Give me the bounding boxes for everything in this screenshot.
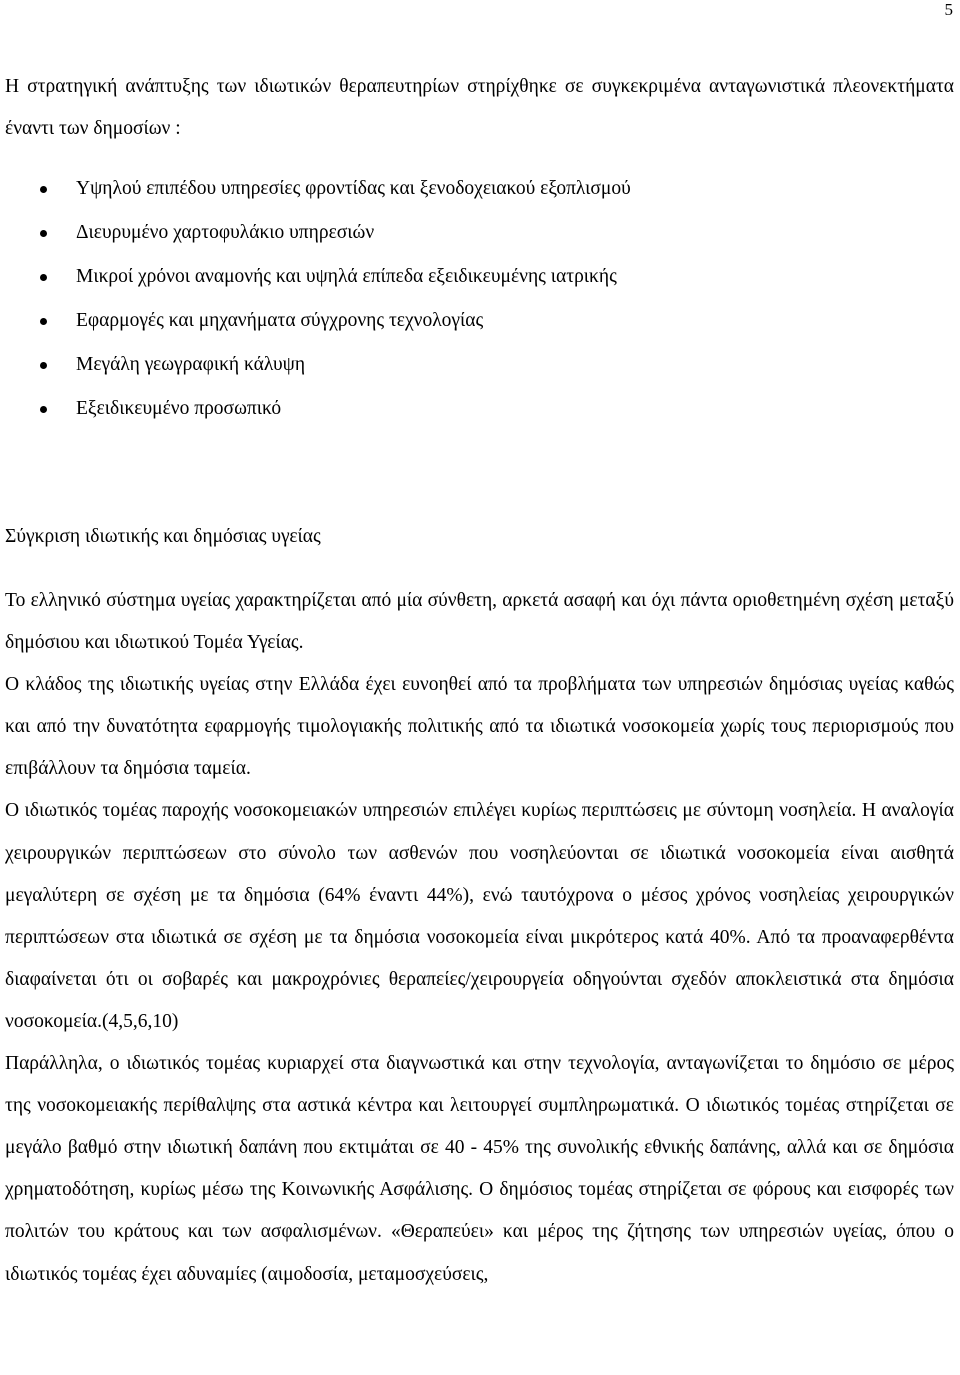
bullet-icon (40, 362, 47, 369)
bullet-icon (40, 318, 47, 325)
list-item (0, 259, 960, 303)
list-item-text: Μεγάλη γεωγραφική κάλυψη (76, 354, 306, 375)
page-number: 5 (944, 0, 953, 19)
list-item (0, 215, 960, 259)
bullet-icon (40, 274, 47, 281)
list-item (0, 171, 960, 215)
paragraph: Ο ιδιωτικός τομέας παροχής νοσοκομειακών υπηρεσιών επιλέγει κυρίως περιπτώσεις με σύντομη νοσηλεία. Η αναλογία χειρουργικών περιπτώσεων στο σύνολο των ασθενών που νοσηλεύονται σε ιδιωτικά νοσοκομεία είναι αισθητά μεγαλύτερη σε σχέση με τα δημόσια (64% έναντι 44%), ενώ ταυτόχρονα ο μέσος χρόνος νοσηλείας χειρουργικών περιπτώσεων στα ιδιωτικά σε σχέση με τα δημόσια νοσοκομεία είναι μικρότερος κατά 40%. Από τα προαναφερθέντα διαφαίνεται ότι οι σοβαρές και μακροχρόνιες θεραπείες/χειρουργεία οδηγούνται σχεδόν αποκλειστικά στα δημόσια νοσοκομεία.(4,5,6,10) (5, 800, 954, 1032)
paragraph: Το ελληνικό σύστημα υγείας χαρακτηρίζεται από μία σύνθετη, αρκετά ασαφή και όχι πάντα οριοθετημένη σχέση μεταξύ δημόσιου και ιδιωτικού Τομέα Υγείας. (5, 590, 954, 654)
list-item (0, 347, 960, 391)
body-text (5, 580, 954, 1296)
advantages-list (0, 171, 960, 435)
bullet-icon (40, 406, 47, 413)
paragraph: Παράλληλα, ο ιδιωτικός τομέας κυριαρχεί στα διαγνωστικά και στην τεχνολογία, ανταγωνίζεται το δημόσιο σε μέρος της νοσοκομειακής περίθαλψης στα αστικά κέντρα και λειτουργεί συμπληρωματικά. Ο ιδιωτικός τομέας στηρίζεται σε μεγάλο βαθμό στην ιδιωτική δαπάνη που εκτιμάται σε 40 - 45% της συνολικής εθνικής δαπάνης, αλλά και σε δημόσια χρηματοδότηση, κυρίως μέσω της Κοινωνικής Ασφάλισης. Ο δημόσιος τομέας στηρίζεται σε φόρους και εισφορές των πολιτών του κράτους και των ασφαλισμένων. «Θεραπεύει» και μέρος της ζήτησης των υπηρεσιών υγείας, όπου ο ιδιωτικός τομέας έχει αδυναμίες (αιμοδοσία, μεταμοσχεύσεις, (5, 1053, 954, 1285)
bullet-icon (40, 186, 47, 193)
intro-paragraph: Η στρατηγική ανάπτυξης των ιδιωτικών θεραπευτηρίων στηρίχθηκε σε συγκεκριμένα ανταγωνιστικά πλεονεκτήματα έναντι των δημοσίων : (5, 76, 954, 139)
list-item-text: Υψηλού επιπέδου υπηρεσίες φροντίδας και ξενοδοχειακού εξοπλισμού (76, 178, 631, 199)
paragraph: Ο κλάδος της ιδιωτικής υγείας στην Ελλάδα έχει ευνοηθεί από τα προβλήματα των υπηρεσιών δημόσιας υγείας καθώς και από την δυνατότητα εφαρμογής τιμολογιακής πολιτικής από τα ιδιωτικά νοσοκομεία χωρίς τους περιορισμούς που επιβάλλουν τα δημόσια ταμεία. (5, 674, 954, 780)
section-heading: Σύγκριση ιδιωτικής και δημόσιας υγείας (5, 526, 321, 547)
list-item-text: Εφαρμογές και μηχανήματα σύγχρονης τεχνολογίας (76, 310, 484, 331)
list-item-text: Μικροί χρόνοι αναμονής και υψηλά επίπεδα εξειδικευμένης ιατρικής (76, 266, 617, 287)
list-item (0, 303, 960, 347)
list-item-text: Εξειδικευμένο προσωπικό (76, 398, 282, 419)
bullet-icon (40, 230, 47, 237)
list-item (0, 391, 960, 435)
list-item-text: Διευρυμένο χαρτοφυλάκιο υπηρεσιών (76, 222, 375, 243)
